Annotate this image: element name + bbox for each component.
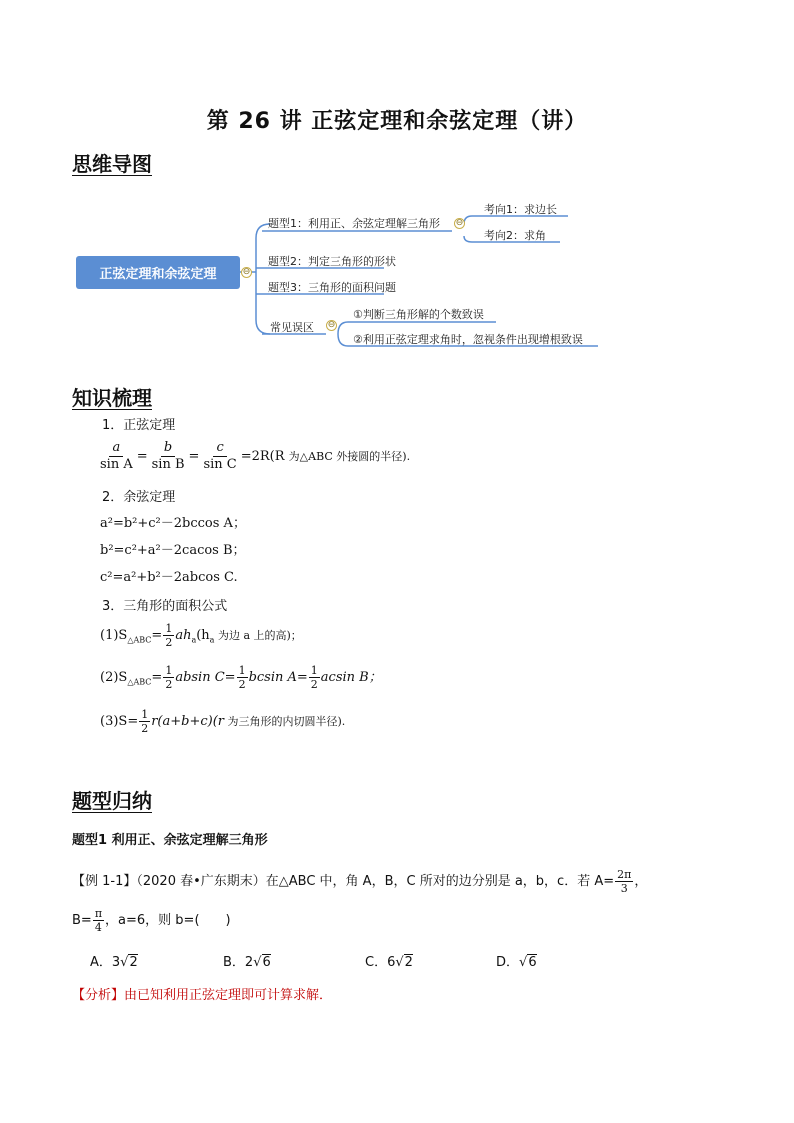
option-label: C．6 xyxy=(365,955,396,970)
note: (h xyxy=(196,628,210,643)
subheading-cosine-rule: 2．余弦定理 xyxy=(102,490,176,505)
subscript: △ABC xyxy=(127,677,152,687)
note: 为边 a 上的高)； xyxy=(214,629,302,642)
analysis xyxy=(72,984,332,1003)
radicand: 2 xyxy=(404,955,413,970)
denominator: 3 xyxy=(620,882,628,895)
label: (3)S= xyxy=(100,714,139,729)
example-text: ，a=6，则 b=( ) xyxy=(105,913,231,928)
formula-note: 为△ABC 外接圆的半径). xyxy=(288,450,411,463)
example-text: B= xyxy=(72,913,92,928)
example-text: （2020 春•广东期末）在△ABC 中，角 A，B，C 所对的边分别是 a，b，c．若 A= xyxy=(136,874,615,889)
denominator: 2 xyxy=(238,678,246,691)
section-heading-mindmap: 思维导图 xyxy=(72,152,152,176)
type1-heading: 题型1 利用正、余弦定理解三角形 xyxy=(72,833,268,848)
numerator: 1 xyxy=(141,708,149,721)
section-heading-knowledge: 知识梳理 xyxy=(72,386,152,410)
mind-map-branch-type2: 题型2：判定三角形的形状 xyxy=(268,255,396,268)
numerator: 1 xyxy=(165,622,173,635)
formula-sine-rule: $\frac{a}{\text{sin A}}$ = $\frac{b}{\text{sin B}}$ = $\frac{c}{\text{sin C}}$ =2R(R 为△ABC 外接圆的半径). xyxy=(96,440,410,473)
numerator: 1 xyxy=(238,664,246,677)
subheading-sine-rule: 1．正弦定理 xyxy=(102,418,176,433)
mind-map-root: 正弦定理和余弦定理 xyxy=(76,256,240,289)
denominator: sin B xyxy=(151,457,185,472)
numerator: c xyxy=(216,440,224,455)
subscript: △ABC xyxy=(127,635,152,645)
term: r(a+b+c)(r xyxy=(151,714,225,729)
mind-map-branch-mistakes: 常见误区 xyxy=(270,321,314,334)
label: (2)S xyxy=(100,670,128,685)
analysis-text: 由已知利用正弦定理即可计算求解． xyxy=(124,988,333,1003)
numerator: a xyxy=(112,440,121,455)
option-c[interactable]: C．6√2 xyxy=(365,955,413,970)
collapse-toggle-icon[interactable]: ⊖ xyxy=(242,267,251,277)
page-title: 第 26 讲 正弦定理和余弦定理（讲） xyxy=(206,109,588,134)
mind-map-branch-type3: 题型3：三角形的面积问题 xyxy=(268,281,396,294)
formula-area-2: $(2)S_{\triangle ABC}=$ $\frac{1}{2}$ absin C= $\frac{1}{2}$ bcsin A= $\frac{1}{2}$ acsin B； xyxy=(100,664,382,691)
mind-map-leaf: ①判断三角形解的个数致误 xyxy=(353,308,484,321)
option-label: D． xyxy=(496,955,520,970)
option-b[interactable]: B．2√6 xyxy=(223,955,271,970)
numerator: 1 xyxy=(310,664,318,677)
term: acsin B； xyxy=(320,670,382,685)
denominator: 2 xyxy=(165,636,173,649)
denominator: sin C xyxy=(203,457,237,472)
mind-map-leaf: 考向1：求边长 xyxy=(484,203,557,216)
numerator: π xyxy=(94,907,103,920)
label: (1)S xyxy=(100,628,128,643)
collapse-toggle-icon[interactable]: ⊖ xyxy=(327,320,336,330)
example-line-1 xyxy=(72,868,647,895)
radicand: 6 xyxy=(528,955,537,970)
radicand: 6 xyxy=(262,955,271,970)
mind-map-branch-type1: 题型1：利用正、余弦定理解三角形 xyxy=(268,217,440,230)
formula-area-3 xyxy=(100,708,345,735)
collapse-toggle-icon[interactable]: ⊖ xyxy=(455,218,464,228)
subscript: a xyxy=(191,635,197,645)
term: bcsin A= xyxy=(248,670,308,685)
radicand: 2 xyxy=(129,955,138,970)
numerator: b xyxy=(163,440,173,455)
example-line-2 xyxy=(72,907,231,934)
denominator: 2 xyxy=(310,678,318,691)
mind-map-leaf: ②利用正弦定理求角时，忽视条件出现增根致误 xyxy=(353,333,583,346)
subscript: a xyxy=(209,635,215,645)
formula-cosine-2: b²=c²+a²－2cacos B； xyxy=(100,543,246,558)
term: ah xyxy=(175,628,192,643)
option-a[interactable]: A．3√2 xyxy=(90,955,138,970)
analysis-tag: 【分析】 xyxy=(72,988,125,1003)
option-label: A．3 xyxy=(90,955,121,970)
numerator: 1 xyxy=(165,664,173,677)
subheading-area: 3．三角形的面积公式 xyxy=(102,599,228,614)
denominator: sin A xyxy=(100,457,133,472)
formula-cosine-3: c²=a²+b²－2abcos C. xyxy=(100,570,238,585)
numerator: 2π xyxy=(617,868,632,881)
example-tag: 【例 1-1】 xyxy=(72,874,137,889)
denominator: 4 xyxy=(94,921,102,934)
example-text: ， xyxy=(634,874,648,889)
option-label: B．2 xyxy=(223,955,254,970)
denominator: 2 xyxy=(141,722,149,735)
note: 为三角形的内切圆半径). xyxy=(224,715,346,728)
term: absin C= xyxy=(175,670,236,685)
section-heading-types: 题型归纳 xyxy=(72,789,152,813)
mind-map-leaf: 考向2：求角 xyxy=(484,229,546,242)
option-d[interactable]: D．√6 xyxy=(496,955,537,970)
formula-cosine-1: a²=b²+c²－2bccos A； xyxy=(100,516,246,531)
denominator: 2 xyxy=(165,678,173,691)
formula-area-1: $(1)S_{\triangle ABC}=$ $\frac{1}{2}$ $ah_a(h_a$ 为边 a 上的高)； xyxy=(100,622,302,649)
formula-rhs: =2R(R xyxy=(240,449,285,464)
